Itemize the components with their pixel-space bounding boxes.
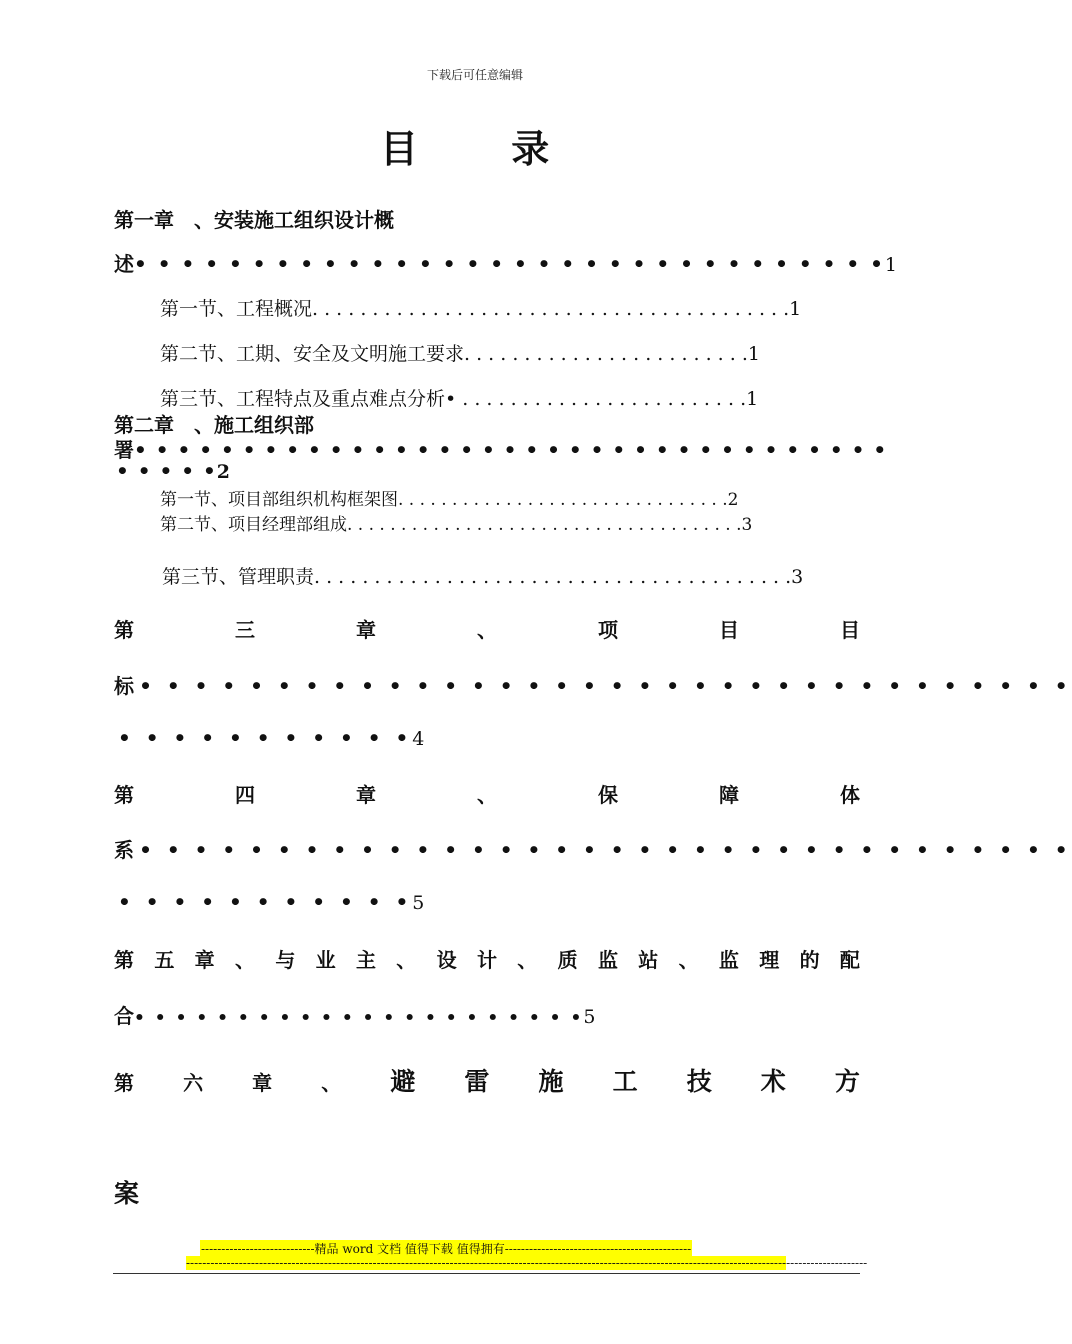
toc-entry-text: 第二节、工期、安全及文明施工要求 [160,343,465,365]
toc-ch1-page: 1 [884,254,898,276]
page-title: 目 录 [380,126,590,171]
toc-ch4-char: 四 [235,783,255,807]
toc-ch5-char: 、 [678,948,699,972]
toc-entry-page: 2 [727,490,739,510]
toc-entry-dots: . . . . . . . . . . . . . . . . . . . . . . . . [464,343,748,365]
toc-ch6-char: 、 [321,1071,342,1095]
toc-ch5-char: 与 [275,948,296,972]
toc-ch6-char: 术 [760,1067,786,1096]
footer-rule [113,1273,860,1274]
toc-ch5-char: 计 [476,948,497,972]
toc-ch4-line2-text: 系 [114,838,134,862]
toc-ch5-char: 监 [718,948,739,972]
toc-ch6-char: 六 [183,1071,204,1095]
footer-banner-line1: ----------------------------精品 word 文档 值得下载 值得拥有---------------------------------------------- [201,1242,692,1256]
toc-ch4-char: 第 [114,783,134,807]
toc-ch4-line2 [114,834,1072,863]
toc-entry-page: 1 [746,388,759,410]
toc-entry [160,339,760,366]
toc-ch3-dots-cont: • • • • • • • • • • • [118,726,413,750]
toc-ch4-line1 [114,779,860,808]
toc-ch5-char: 、 [396,948,417,972]
toc-ch6-char: 避 [390,1067,416,1096]
toc-entry-page: 3 [741,515,753,535]
toc-entry [160,384,758,411]
toc-ch1-line1: 第一章 、安装施工组织设计概 [114,208,394,232]
toc-ch5-line2-text: 合 [114,1004,134,1028]
toc-ch1-line2-text: 述 [114,252,134,276]
toc-ch5-char: 质 [557,948,578,972]
toc-ch3-dots: • • • • • • • • • • • • • • • • • • • • • • • • • • • • • • • • • • [139,674,1072,698]
toc-entry-text: 第三节、工程特点及重点难点分析 [160,388,446,410]
toc-ch4-dots-cont: • • • • • • • • • • • [118,890,413,914]
toc-ch5-line1 [114,944,860,973]
toc-ch3-char: 三 [235,618,255,642]
toc-ch4-char: 、 [477,783,497,807]
toc-ch5-char: 主 [355,948,376,972]
toc-ch5-line2 [114,1000,595,1029]
toc-ch2-page: 2 [216,461,231,483]
toc-ch2-line2-text: 署 [114,438,134,462]
toc-ch5-char: 、 [234,948,255,972]
toc-entry-page: 3 [791,566,804,588]
toc-ch6-char: 雷 [464,1067,490,1096]
toc-ch6-char: 方 [834,1067,860,1096]
toc-entry [162,562,803,589]
toc-ch5-char: 设 [436,948,457,972]
toc-ch5-char: 监 [597,948,618,972]
toc-entry-dots: . . . . . . . . . . . . . . . . . . . . . . . . . . . . . . . [398,490,728,510]
toc-ch2-dots: • • • • • • • • • • • • • • • • • • • • • • • • • • • • • • • • • • • [134,438,888,462]
toc-ch3-char: 、 [477,618,497,642]
toc-ch2-dots-cont: • • • • • [116,459,217,483]
toc-entry-text: 第二节、项目经理部组成 [160,515,347,535]
toc-ch5-char: 配 [839,948,860,972]
toc-ch5-page: 5 [583,1006,596,1028]
toc-entry-text: 第三节、管理职责 [162,566,315,588]
toc-ch1-line2 [114,248,898,277]
toc-entry-text: 第一节、工程概况 [160,298,313,320]
toc-ch3-char: 项 [598,618,618,642]
toc-ch5-char: 理 [759,948,780,972]
toc-ch5-char: 站 [638,948,659,972]
toc-ch4-dots: • • • • • • • • • • • • • • • • • • • • • • • • • • • • • • • • • • [139,838,1072,862]
toc-entry-page: 1 [747,343,760,365]
toc-ch6-line2: 案 [114,1179,140,1208]
toc-ch5-char: 的 [799,948,820,972]
toc-entry-text: 第一节、项目部组织机构框架图 [160,490,398,510]
toc-ch3-char: 第 [114,618,134,642]
toc-ch2-line1: 第二章 、施工组织部 [114,413,314,437]
toc-ch2-line3 [116,459,230,483]
toc-ch3-char: 章 [356,618,376,642]
toc-entry [160,294,801,321]
toc-ch1-dots: • • • • • • • • • • • • • • • • • • • • • • • • • • • • • • • • [134,252,885,276]
toc-ch5-char: 五 [154,948,175,972]
toc-ch4-line3 [118,890,424,914]
toc-ch5-char: 业 [315,948,336,972]
toc-ch5-char: 章 [194,948,215,972]
toc-ch4-char: 障 [719,783,739,807]
toc-ch6-char: 技 [686,1067,712,1096]
toc-entry [160,510,752,535]
toc-ch6-char: 第 [114,1071,134,1095]
toc-ch3-char: 目 [840,618,860,642]
toc-entry-dots: . . . . . . . . . . . . . . . . . . . . . . . . . . . . . . . . . . . . . . . . [314,566,792,588]
toc-ch4-page: 5 [412,892,425,914]
toc-ch5-char: 第 [114,948,134,972]
toc-ch3-page: 4 [412,728,425,750]
toc-ch3-char: 目 [719,618,739,642]
toc-ch6-char: 章 [252,1071,273,1095]
toc-ch3-line3 [118,726,424,750]
header-note: 下载后可任意编辑 [426,68,523,82]
toc-ch6-char: 工 [612,1067,638,1096]
footer-banner-line2: ------------------------------------------------------------------------------------------------------------------------------------------------------------------------ [186,1256,868,1270]
toc-ch5-dots: • • • • • • • • • • • • • • • • • • • • • • [134,1008,584,1028]
toc-ch3-line1 [114,614,860,643]
toc-entry-dots: . . . . . . . . . . . . . . . . . . . . . . . . . . . . . . . . . . . . . . . . [312,298,790,320]
toc-ch4-char: 体 [840,783,860,807]
toc-entry-dots: • . . . . . . . . . . . . . . . . . . . . . . . . [445,388,747,410]
toc-entry-dots: . . . . . . . . . . . . . . . . . . . . . . . . . . . . . . . . . . . . . [347,515,742,535]
toc-ch6-line1 [114,1062,860,1098]
toc-ch3-line2 [114,670,1072,699]
toc-entry-page: 1 [789,298,802,320]
toc-ch6-char: 施 [538,1067,564,1096]
toc-ch4-char: 章 [356,783,376,807]
toc-ch3-line2-text: 标 [114,674,134,698]
toc-ch5-char: 、 [517,948,538,972]
toc-entry [160,485,738,510]
toc-ch4-char: 保 [598,783,618,807]
